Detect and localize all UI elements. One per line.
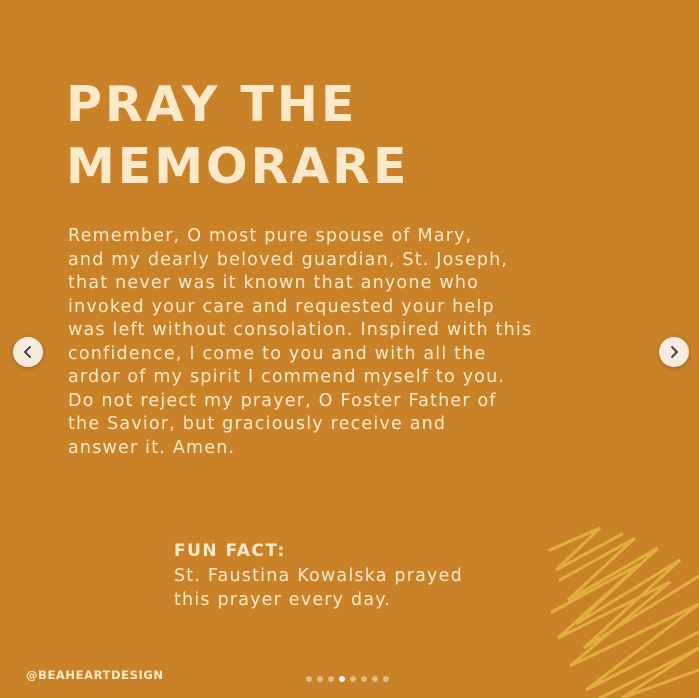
prayer-line: confidence, I come to you and with all the [68, 343, 487, 364]
pagination-dot[interactable] [350, 676, 356, 682]
fun-fact-line: St. Faustina Kowalska prayed [174, 566, 463, 586]
pagination-dot[interactable] [306, 676, 312, 682]
prayer-line: invoked your care and requested your help [68, 296, 495, 317]
prayer-line: answer it. Amen. [68, 437, 236, 458]
prayer-line: that never was it known that anyone who [68, 273, 480, 293]
pagination-dot[interactable] [383, 676, 389, 682]
pagination-dot-active[interactable] [339, 676, 345, 682]
title-line: PRAY THE [66, 76, 358, 133]
fun-fact-line: this prayer every day. [174, 589, 392, 610]
chevron-right-icon [667, 345, 681, 359]
pagination-dot[interactable] [328, 676, 334, 682]
prayer-line: and my dearly beloved guardian, St. Joseph, [68, 249, 509, 270]
decorative-scribble [540, 520, 699, 698]
prayer-line: the Savior, but graciously receive and [68, 414, 447, 434]
creator-handle: @BEAHEARTDESIGN [26, 668, 164, 682]
pagination-dot[interactable] [317, 676, 323, 682]
carousel-pagination [306, 676, 389, 682]
fun-fact-heading: FUN FACT: [174, 541, 286, 561]
prayer-line: ardor of my spirit I commend myself to you. [68, 367, 506, 387]
title-line: MEMORARE [66, 138, 410, 195]
previous-slide-button[interactable] [13, 337, 43, 367]
post-title [66, 74, 410, 198]
chevron-left-icon [21, 345, 35, 359]
prayer-text [68, 225, 588, 460]
fun-fact-text [174, 565, 463, 612]
prayer-line: Remember, O most pure spouse of Mary, [68, 226, 473, 246]
prayer-line: was left without consolation. Inspired with this [68, 320, 533, 340]
prayer-line: Do not reject my prayer, O Foster Father of [68, 390, 497, 411]
pagination-dot[interactable] [361, 676, 367, 682]
next-slide-button[interactable] [659, 337, 689, 367]
pagination-dot[interactable] [372, 676, 378, 682]
